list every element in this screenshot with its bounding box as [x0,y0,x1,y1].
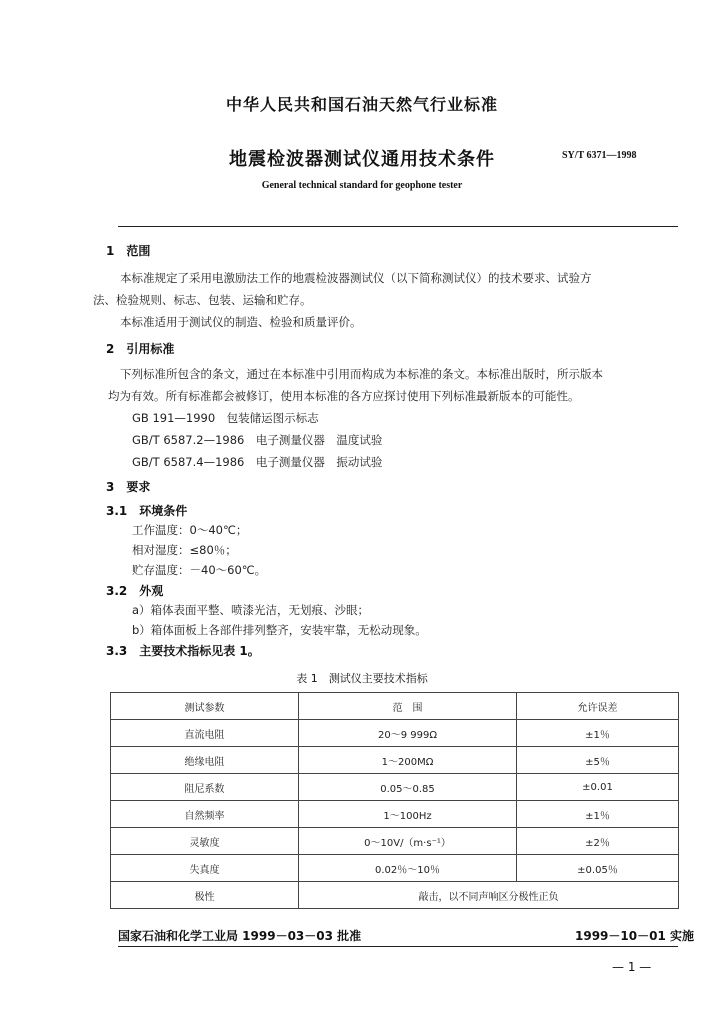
tolerance-cell: ±1％ [517,720,679,747]
param-cell: 极性 [111,882,299,909]
standard-number: SY/T 6371—1998 [562,150,637,161]
table-row [111,855,679,882]
effective-date: 1999－10－01 实施 [575,929,694,943]
section-3-1-heading: 3.1 环境条件 [106,504,188,518]
approval-line: 国家石油和化学工业局 1999－03－03 批准 [118,929,362,943]
spec-table [110,692,679,909]
document-title: 地震检波器测试仪通用技术条件 [229,149,495,170]
table-header-row [111,693,679,720]
section-1-para1-line2: 法、检验规则、标志、包装、运输和贮存。 [93,293,312,307]
tolerance-cell: ±0.01 [517,774,679,801]
section-1-para1-line1: 本标准规定了采用电激励法工作的地震检波器测试仪（以下简称测试仪）的技术要求、试验方 [120,271,592,285]
table-row [111,801,679,828]
table-header-cell: 允许误差 [517,693,679,720]
environment-condition: 贮存温度：－40～60℃。 [132,563,267,577]
table-row [111,747,679,774]
range-cell: 20～9 999Ω [299,720,517,747]
issuing-organization: 中华人民共和国石油天然气行业标准 [225,95,498,114]
section-2-heading: 2 引用标准 [106,342,175,356]
table-caption: 表 1 测试仪主要技术指标 [296,672,428,685]
section-1-heading: 1 范围 [106,244,151,258]
section-2-para-line2: 均为有效。所有标准都会被修订，使用本标准的各方应探讨使用下列标准最新版本的可能性。 [108,389,580,403]
footer-divider [118,946,678,947]
appearance-requirement: b）箱体面板上各部件排列整齐，安装牢靠，无松动现象。 [132,623,427,637]
param-cell: 自然频率 [111,801,299,828]
param-cell: 阻尼系数 [111,774,299,801]
table-row [111,828,679,855]
range-cell: 1～100Hz [299,801,517,828]
param-cell: 灵敏度 [111,828,299,855]
polarity-method-cell: 敲击，以不同声响区分极性正负 [299,882,679,909]
english-title: General technical standard for geophone tester [261,180,463,191]
appearance-requirement: a）箱体表面平整、喷漆光洁，无划痕、沙眼； [132,603,370,617]
range-cell: 0.05～0.85 [299,774,517,801]
environment-condition: 相对湿度：≤80％； [132,543,237,557]
header-divider [118,226,678,227]
tolerance-cell: ±1％ [517,801,679,828]
reference-standard: GB/T 6587.2—1986 电子测量仪器 温度试验 [132,433,383,447]
reference-standard: GB 191—1990 包装储运图示标志 [132,411,319,425]
reference-standard: GB/T 6587.4—1986 电子测量仪器 振动试验 [132,455,383,469]
tolerance-cell: ±0.05％ [517,855,679,882]
environment-condition: 工作温度：0～40℃； [132,523,248,537]
table-row [111,774,679,801]
section-3-heading: 3 要求 [106,480,151,494]
range-cell: 1～200MΩ [299,747,517,774]
page-number: — 1 — [612,960,652,974]
section-2-para-line1: 下列标准所包含的条文，通过在本标准中引用而构成为本标准的条文。本标准出版时，所示版本 [120,367,603,381]
range-cell: 0～10V/（m·s⁻¹） [299,828,517,855]
param-cell: 失真度 [111,855,299,882]
param-cell: 直流电阻 [111,720,299,747]
section-3-2-heading: 3.2 外观 [106,584,164,598]
section-1-para2: 本标准适用于测试仪的制造、检验和质量评价。 [120,315,362,329]
tolerance-cell: ±2％ [517,828,679,855]
section-3-3-heading: 3.3 主要技术指标见表 1。 [106,644,260,658]
table-row [111,882,679,909]
tolerance-cell: ±5％ [517,747,679,774]
table-header-cell: 测试参数 [111,693,299,720]
param-cell: 绝缘电阻 [111,747,299,774]
range-cell: 0.02％～10％ [299,855,517,882]
table-row [111,720,679,747]
table-header-cell: 范 围 [299,693,517,720]
